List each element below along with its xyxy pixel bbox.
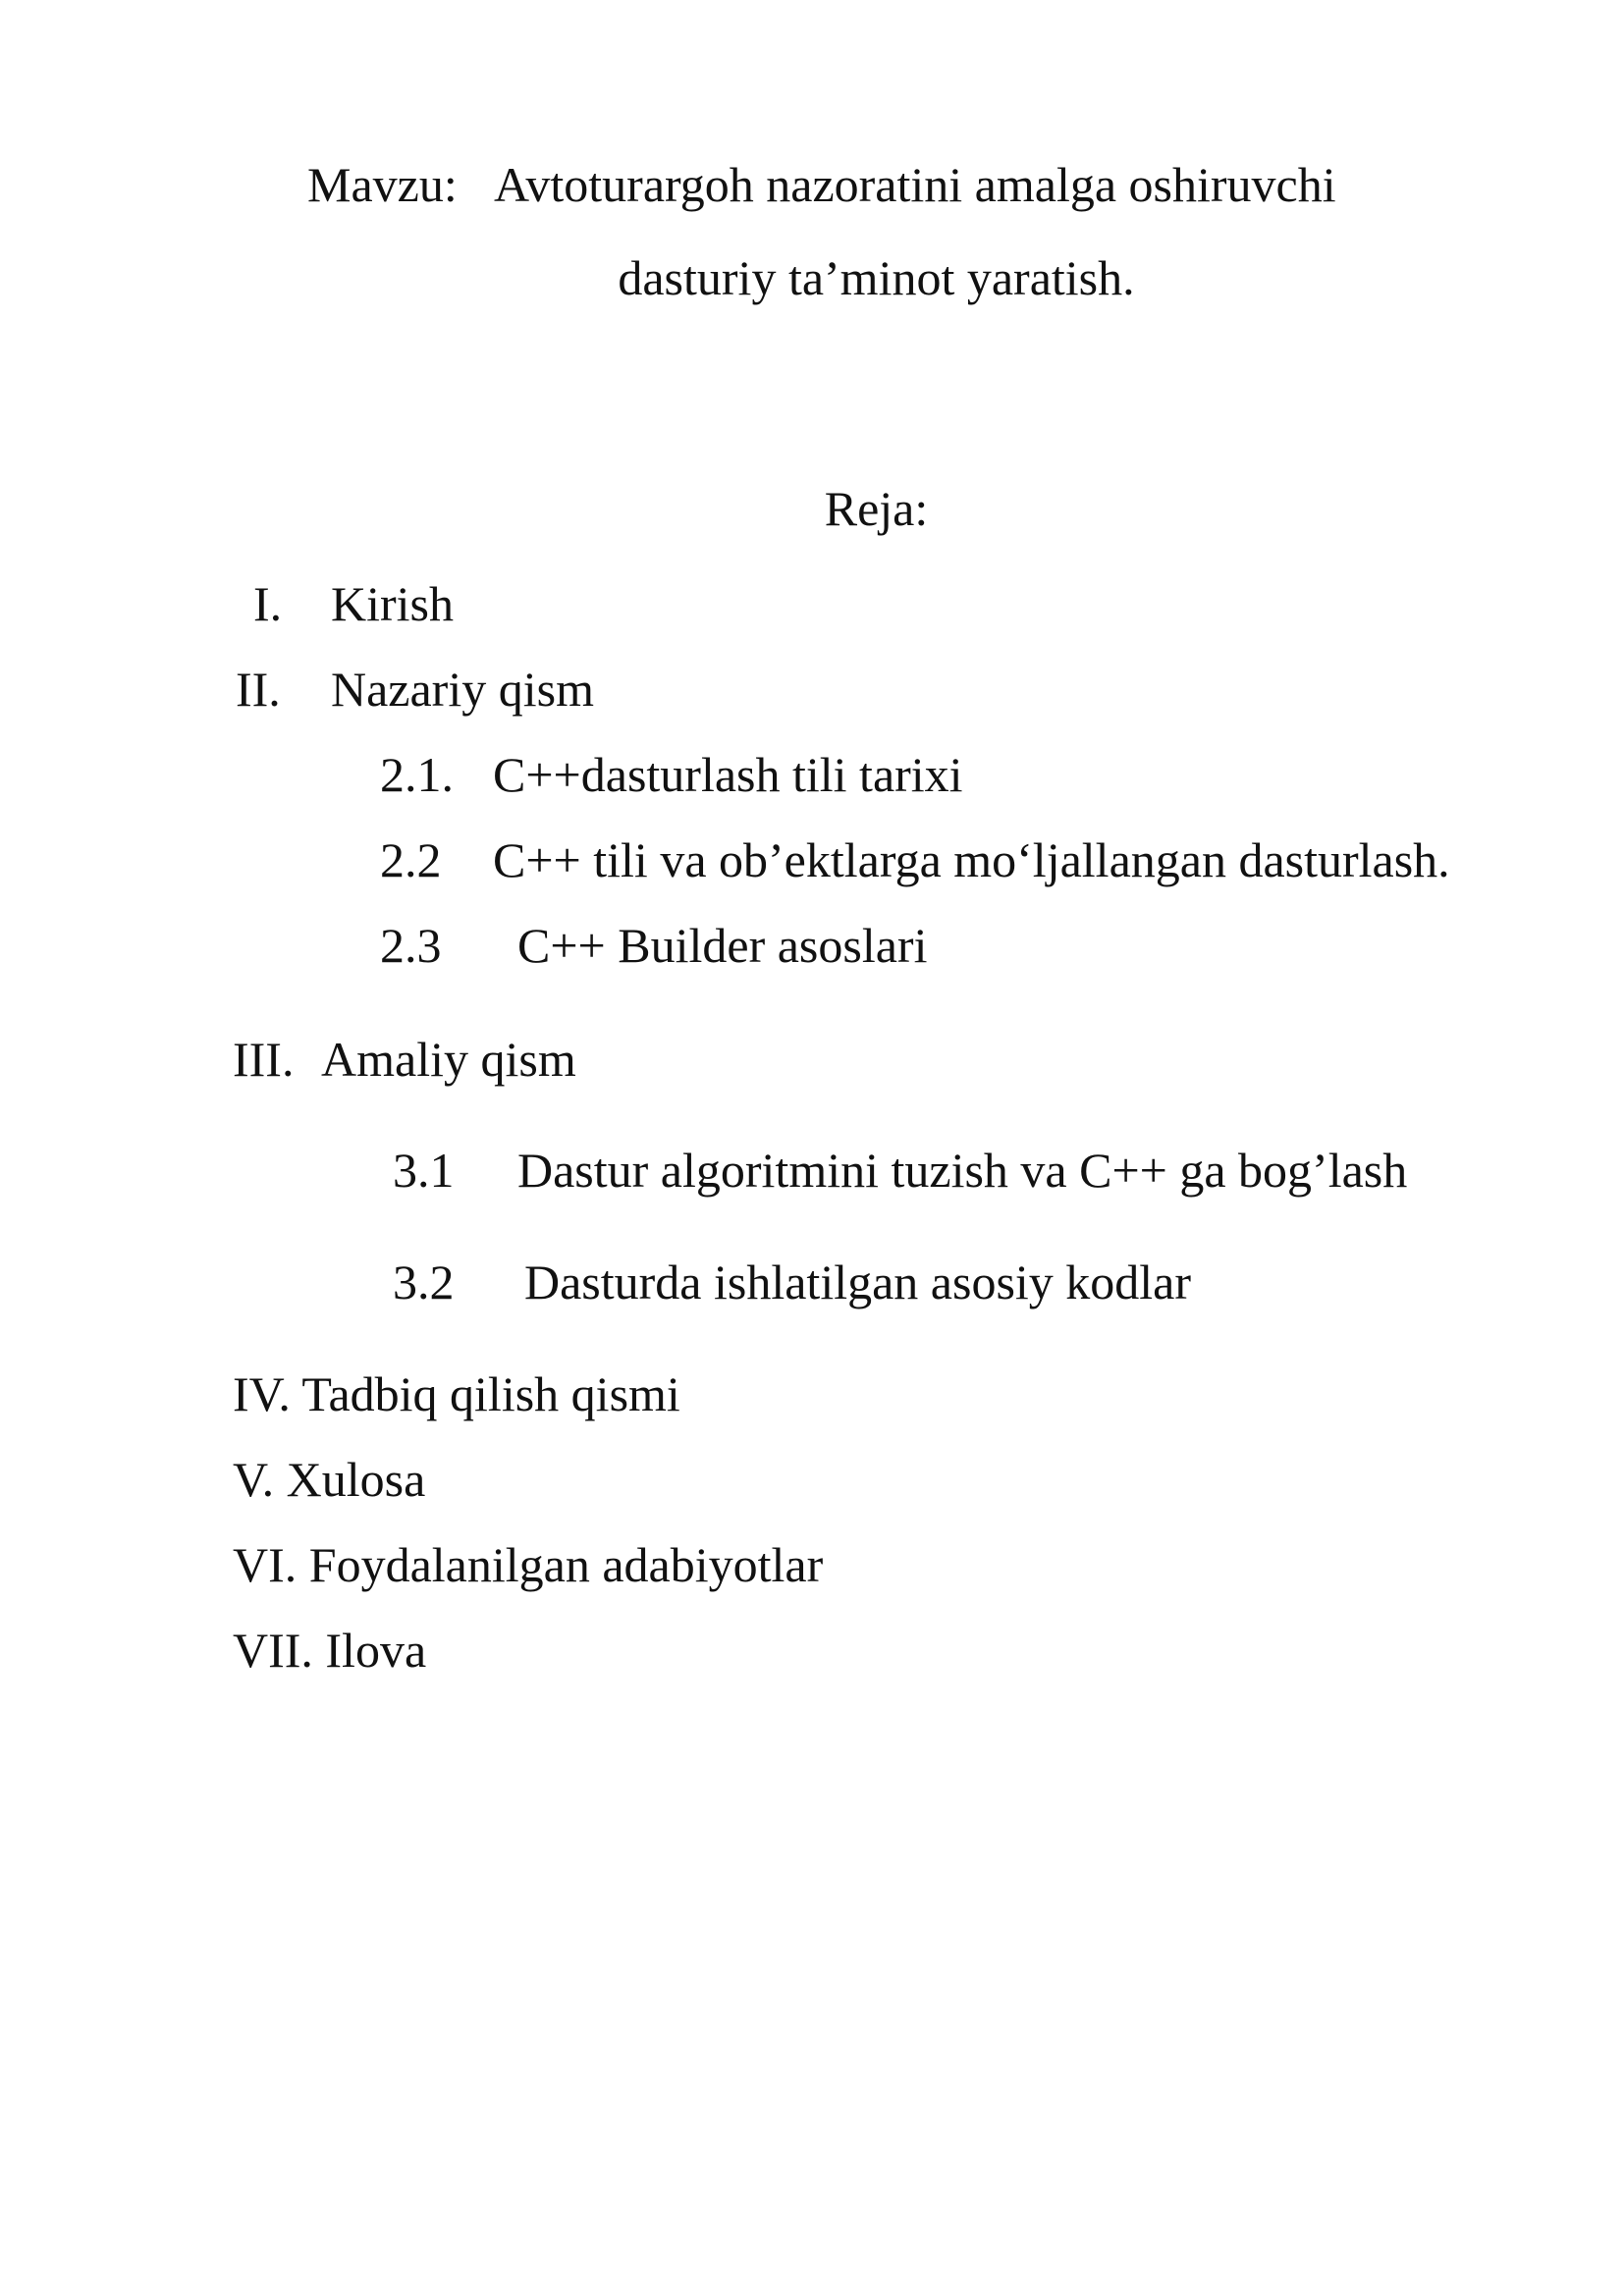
plan-subitem-text: C++ Builder asoslari <box>517 918 928 973</box>
plan-item-number: III. <box>233 1032 295 1087</box>
plan-item-number: I. <box>253 576 283 631</box>
plan-subitem-number: 2.3 <box>380 918 442 973</box>
plan-subitem-number: 3.1 <box>393 1143 455 1198</box>
topic-title-line2: dasturiy ta’minot yaratish. <box>618 250 1135 305</box>
plan-item-number: II. <box>236 662 281 717</box>
plan-subitem-text: C++dasturlash tili tarixi <box>493 747 963 802</box>
plan-item-text: Amaliy qism <box>321 1032 576 1087</box>
plan-item-text: Nazariy qism <box>331 662 594 717</box>
plan-subitem-text: Dastur algoritmini tuzish va C++ ga bog’lash <box>517 1143 1408 1198</box>
plan-subitem-text: Dasturda ishlatilgan asosiy kodlar <box>524 1255 1192 1309</box>
topic-label: Mavzu: <box>307 157 458 212</box>
plan-subitem-number: 2.2 <box>380 832 442 887</box>
plan-item-7: VII. Ilova <box>233 1623 427 1678</box>
plan-subitem-number: 2.1. <box>380 747 454 802</box>
plan-item-6: VI. Foydalanilgan adabiyotlar <box>233 1537 824 1592</box>
plan-item-5: V. Xulosa <box>233 1452 426 1507</box>
plan-item-text: Kirish <box>331 576 454 631</box>
plan-heading: Reja: <box>824 481 929 536</box>
plan-subitem-text: C++ tili va ob’ektlarga mo‘ljallangan dasturlash. <box>493 832 1450 887</box>
plan-item-4: IV. Tadbiq qilish qismi <box>233 1366 680 1421</box>
plan-subitem-number: 3.2 <box>393 1255 455 1309</box>
topic-title-line1: Avtoturargoh nazoratini amalga oshiruvchi <box>494 157 1336 212</box>
